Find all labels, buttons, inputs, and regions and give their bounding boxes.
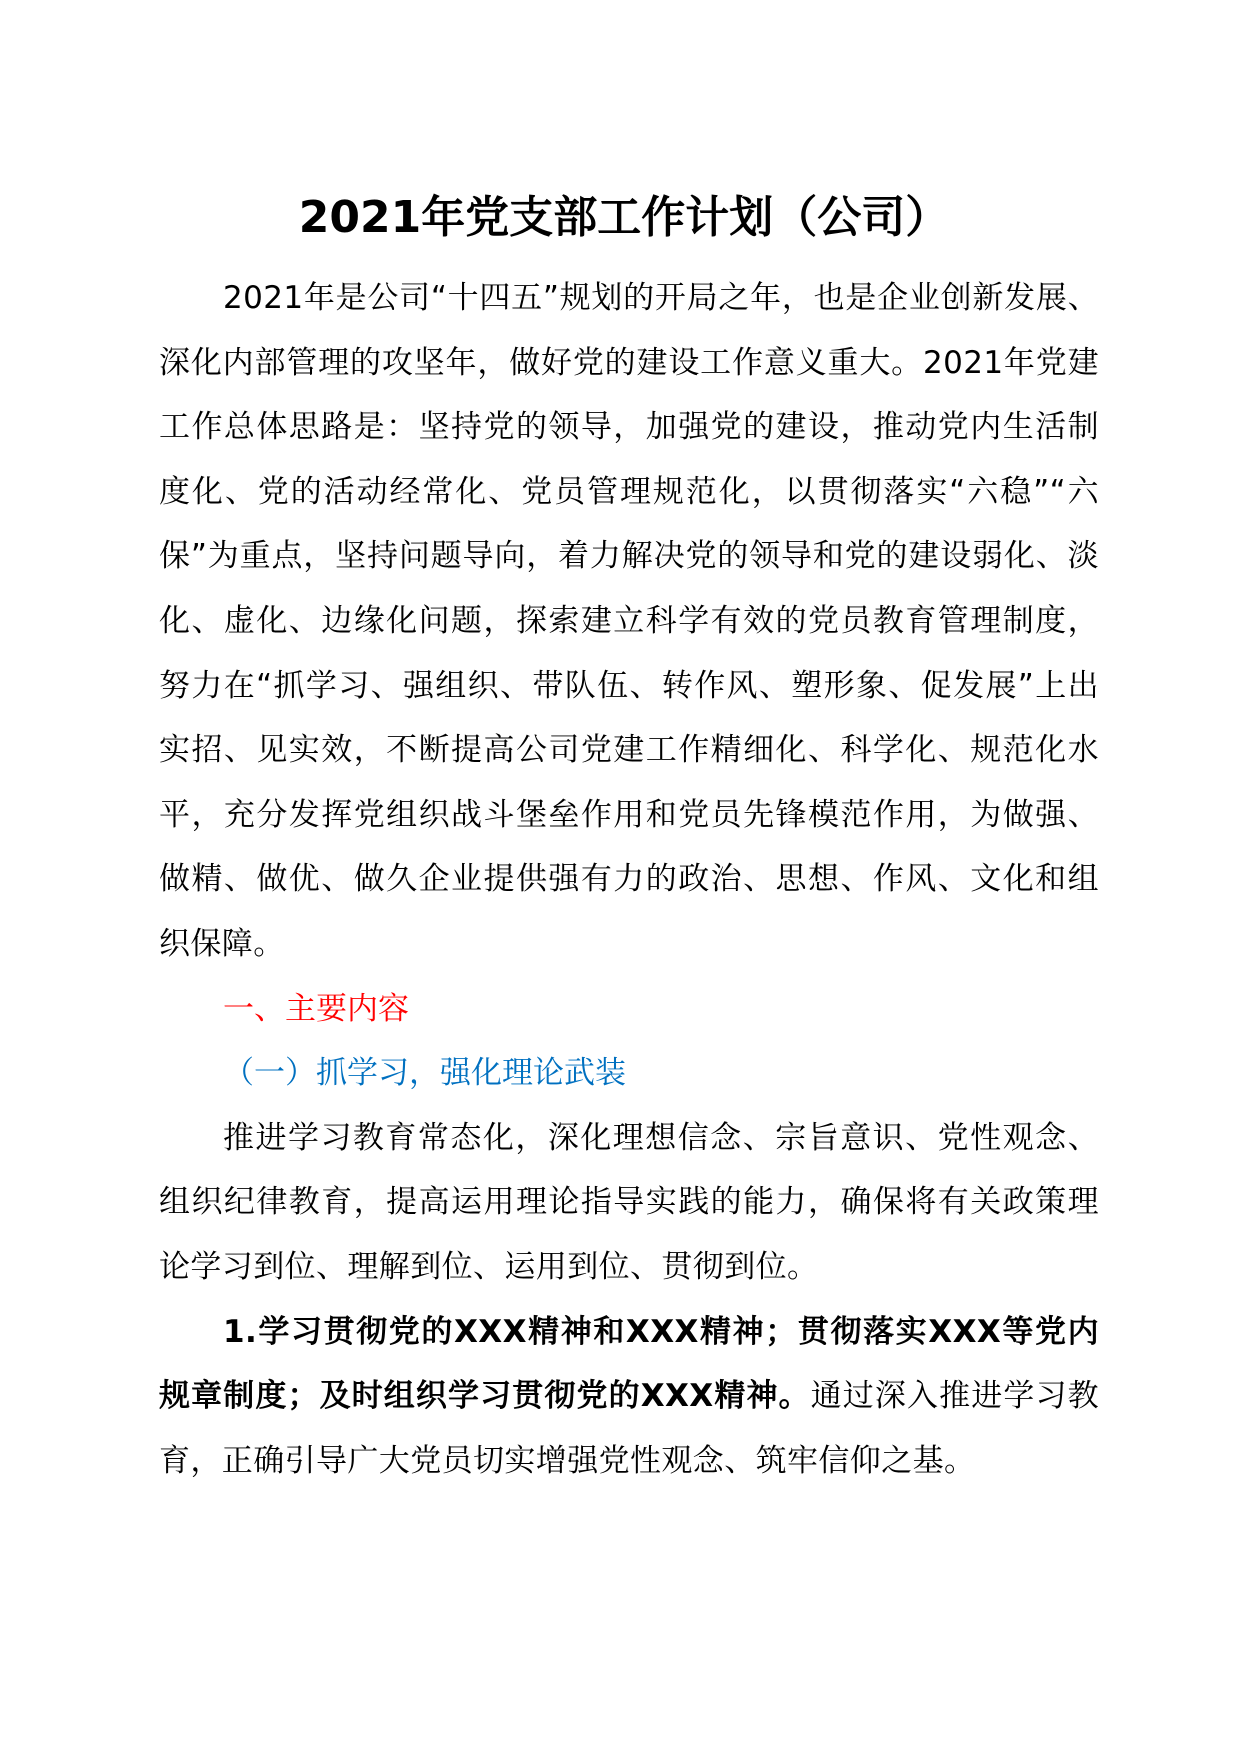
section-heading-main-content: 一、主要内容 — [223, 990, 409, 1027]
item-1-bold-text: 1.学习贯彻党的XXX精神和XXX精神；贯彻落实XXX等党内规章制度；及时组织学习贯彻党的XXX精神。 — [159, 1313, 1099, 1415]
subsection-heading-study: （一）抓学习，强化理论武装 — [223, 1055, 626, 1092]
document-title: 2021年党支部工作计划（公司） — [298, 192, 950, 243]
intro-paragraph: 2021年是公司“十四五”规划的开局之年，也是企业创新发展、深化内部管理的攻坚年，做好党的建设工作意义重大。2021年党建工作总体思路是：坚持党的领导，加强党的建设，推动党内生活制度化、党的活动经常化、党员管理规范化，以贯彻落实“六稳”“六保”为重点，坚持问题导向，着力解决党的领导和党的建设弱化、淡化、虚化、边缘化问题，探索建立科学有效的党员教育管理制度，努力在“抓学习、强组织、带队伍、转作风、塑形象、促发展”上出实招、见实效，不断提高公司党建工作精细化、科学化、规范化水平，充分发挥党组织战斗堡垒作用和党员先锋模范作用，为做强、做精、做优、做久企业提供强有力的政治、思想、作风、文化和组织保障。 — [159, 280, 1099, 962]
document-body — [159, 190, 1099, 1493]
subsection-paragraph-study: 推进学习教育常态化，深化理想信念、宗旨意识、党性观念、组织纪律教育，提高运用理论指导实践的能力，确保将有关政策理论学习到位、理解到位、运用到位、贯彻到位。 — [159, 1119, 1099, 1285]
item-1-paragraph — [159, 1300, 1099, 1494]
item-1-text: 通过深入推进学习教育，正确引导广大党员切实增强党性观念、筑牢信仰之基。 — [159, 1378, 1099, 1479]
